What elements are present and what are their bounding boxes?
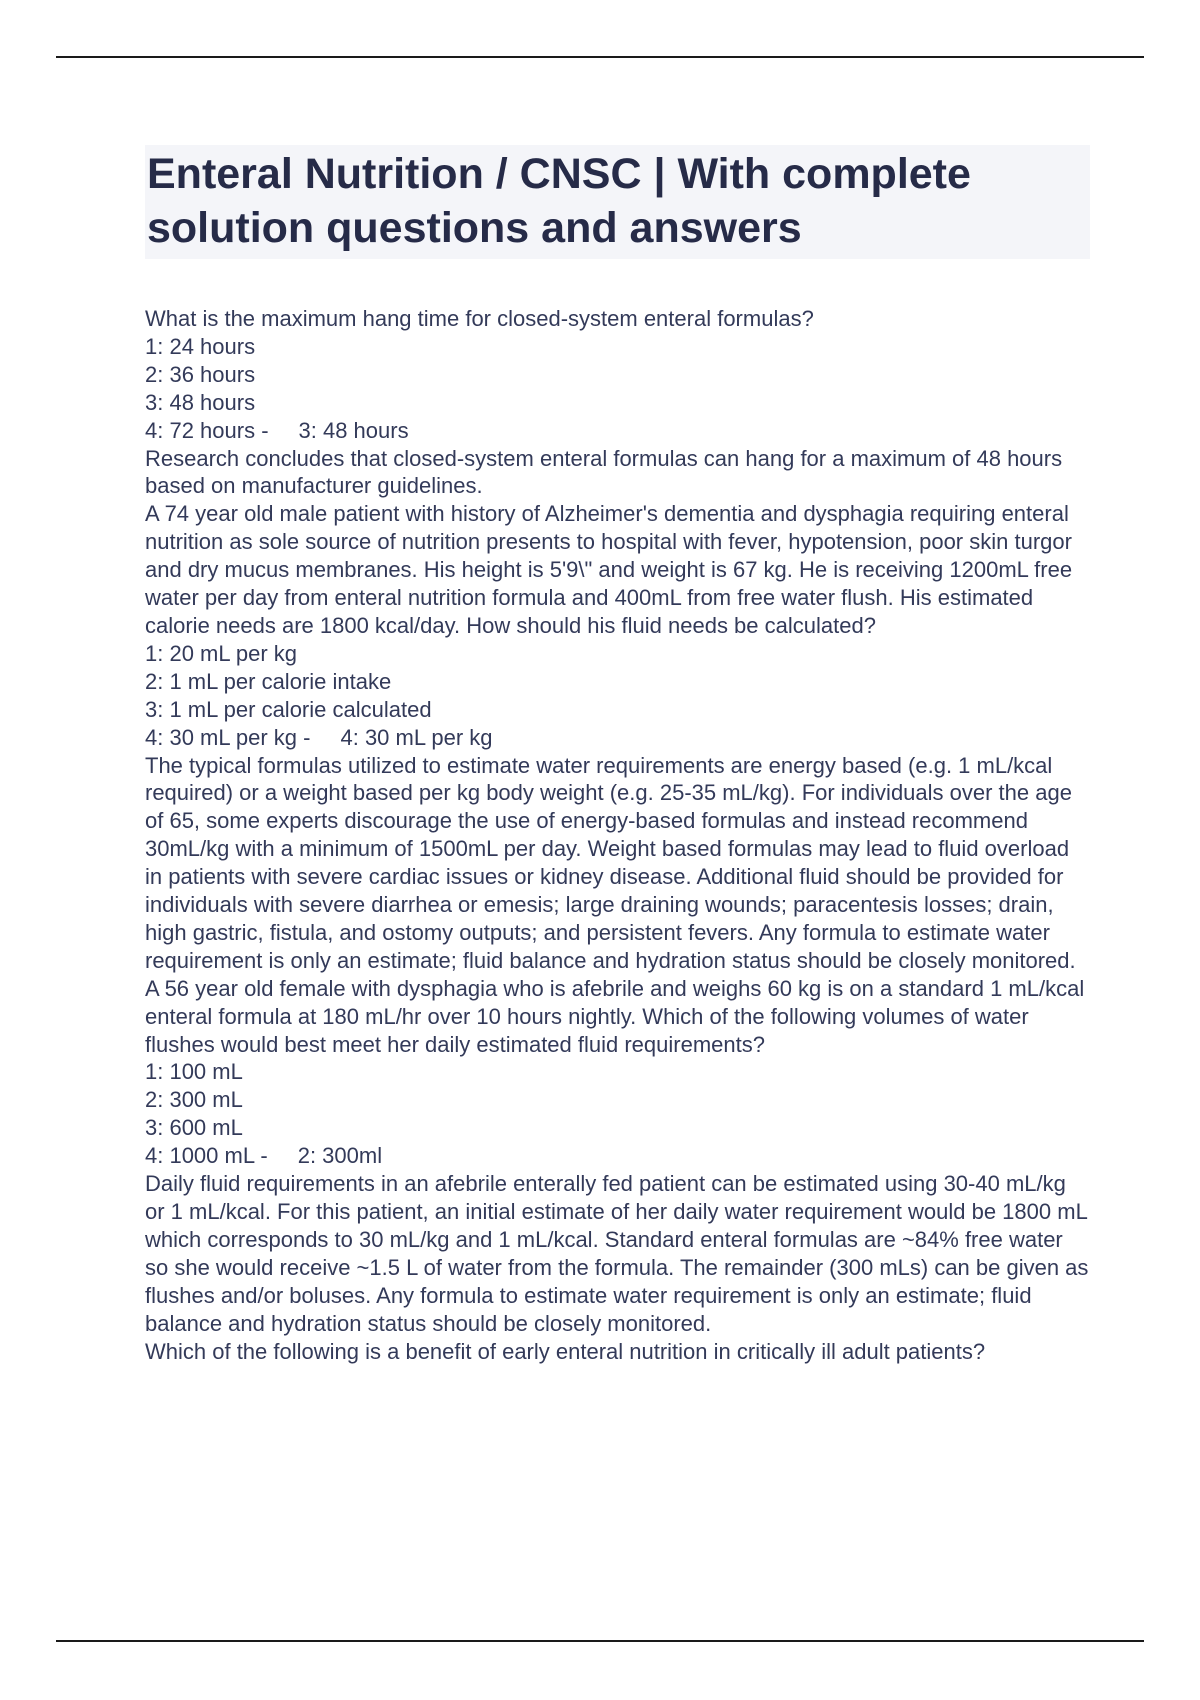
q1-option-1: 1: 24 hours	[145, 333, 256, 359]
q2-option-2: 2: 1 mL per calorie intake	[145, 668, 392, 694]
document-content	[145, 145, 1090, 1365]
q1-option-2: 2: 36 hours	[145, 361, 256, 387]
header-rule	[56, 56, 1144, 58]
q3-option-4: 4: 1000 mL -	[145, 1143, 268, 1169]
document-title: Enteral Nutrition / CNSC | With complete solution questions and answers	[147, 150, 971, 252]
q3-option-1: 1: 100 mL	[145, 1059, 243, 1085]
q3-option-4-row	[145, 1142, 1090, 1170]
q2-option-3: 3: 1 mL per calorie calculated	[145, 696, 432, 722]
q4-question: Which of the following is a benefit of early enteral nutrition in critically ill adult patients?	[145, 1338, 986, 1364]
footer-rule	[56, 1640, 1144, 1642]
q3-explanation: Daily fluid requirements in an afebrile enterally fed patient can be estimated using 30-40 mL/kg or 1 mL/kcal. For this patient, an initial estimate of her daily water requirement would be 1800 mL which corresponds to 30 mL/kg and 1 mL/kcal. Standard enteral formulas are ~84% free water so she would receive ~1.5 L of water from the formula. The remainder (300 mLs) can be given as flushes and/or boluses. Any formula to estimate water requirement is only an estimate; fluid balance and hydration status should be closely monitored.	[145, 1171, 1089, 1336]
q1-option-4-row	[145, 417, 1090, 445]
q1-option-3: 3: 48 hours	[145, 389, 256, 415]
document-body	[145, 305, 1090, 1365]
q2-option-4-row	[145, 724, 1090, 752]
q2-answer: 4: 30 mL per kg	[340, 724, 493, 750]
q2-explanation: The typical formulas utilized to estimate water requirements are energy based (e.g. 1 mL/kcal required) or a weight based per kg body weight (e.g. 25-35 mL/kg). For individuals over the age of 65, some experts discourage the use of energy-based formulas and instead recommend 30mL/kg with a minimum of 1500mL per day. Weight based formulas may lead to fluid overload in patients with severe cardiac issues or kidney disease. Additional fluid should be provided for individuals with severe diarrhea or emesis; large draining wounds; paracentesis losses; drain, high gastric, fistula, and ostomy outputs; and persistent fevers. Any formula to estimate water requirement is only an estimate; fluid balance and hydration status should be closely monitored.	[145, 752, 1076, 973]
q3-question: A 56 year old female with dysphagia who is afebrile and weighs 60 kg is on a standard 1 mL/kcal enteral formula at 180 mL/hr over 10 hours nightly. Which of the following volumes of water flushes would best meet her daily estimated fluid requirements?	[145, 975, 1085, 1057]
q3-answer: 2: 300ml	[297, 1143, 383, 1169]
q2-option-1: 1: 20 mL per kg	[145, 640, 298, 666]
q3-option-2: 2: 300 mL	[145, 1087, 243, 1113]
title-block	[145, 145, 1090, 259]
q1-option-4: 4: 72 hours -	[145, 417, 269, 443]
q2-question: A 74 year old male patient with history of Alzheimer's dementia and dysphagia requiring enteral nutrition as sole source of nutrition presents to hospital with fever, hypotension, poor skin turgor and dry mucus membranes. His height is 5'9\" and weight is 67 kg. He is receiving 1200mL free water per day from enteral nutrition formula and 400mL from free water flush. His estimated calorie needs are 1800 kcal/day. How should his fluid needs be calculated?	[145, 501, 1073, 638]
q1-explanation: Research concludes that closed-system enteral formulas can hang for a maximum of 48 hours based on manufacturer guidelines.	[145, 445, 1063, 499]
q2-option-4: 4: 30 mL per kg -	[145, 724, 311, 750]
q3-option-3: 3: 600 mL	[145, 1115, 243, 1141]
q1-answer: 3: 48 hours	[298, 417, 409, 443]
q1-question: What is the maximum hang time for closed-system enteral formulas?	[145, 306, 814, 331]
